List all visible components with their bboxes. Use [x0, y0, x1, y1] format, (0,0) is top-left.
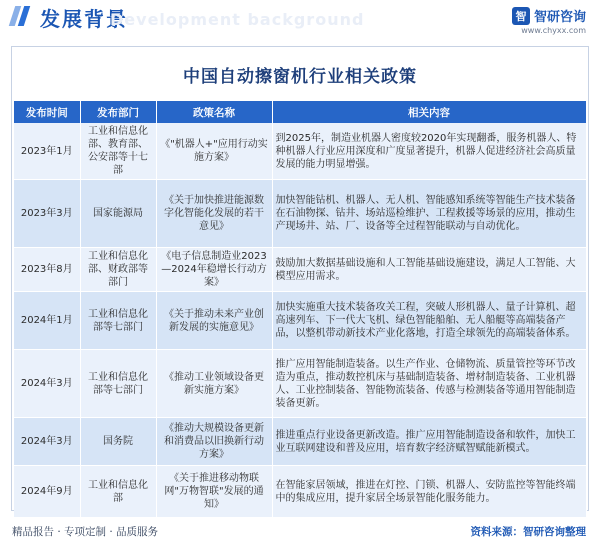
cell-time: 2024年3月 — [14, 350, 80, 418]
cell-policy-name: 《推动大规模设备更新和消费品以旧换新行动方案》 — [156, 418, 272, 466]
cell-policy-name: 《电子信息制造业2023—2024年稳增长行动方案》 — [156, 248, 272, 292]
table-row — [14, 292, 586, 350]
cell-policy-name: 《关于推动未来产业创新发展的实施意见》 — [156, 292, 272, 350]
cell-dept: 国务院 — [80, 418, 156, 466]
table-row — [14, 123, 586, 180]
cell-policy-name: 《推动工业领域设备更新实施方案》 — [156, 350, 272, 418]
column-header-dept: 发布部门 — [80, 101, 156, 123]
cell-time: 2023年1月 — [14, 123, 80, 180]
footer-tagline: 精品报告 · 专项定制 · 品质服务 — [12, 526, 159, 538]
brand-logo-icon: 智 — [512, 7, 530, 25]
policy-table-panel — [11, 46, 589, 511]
section-marker-icon — [12, 6, 30, 26]
cell-time: 2023年8月 — [14, 248, 80, 292]
table-header-row — [14, 101, 586, 123]
table-row — [14, 418, 586, 466]
data-source-note: 资料来源：智研咨询整理 — [470, 526, 586, 538]
section-title: 发展背景 — [40, 7, 128, 31]
cell-dept: 工业和信息化部 — [80, 466, 156, 518]
cell-content: 鼓励加大数据基础设施和人工智能基础设施建设，满足人工智能、大模型应用需求。 — [272, 248, 586, 292]
cell-dept: 国家能源局 — [80, 180, 156, 248]
table-row — [14, 350, 586, 418]
page-header — [0, 0, 600, 38]
cell-policy-name: 《关于推进移动物联网"万物智联"发展的通知》 — [156, 466, 272, 518]
brand-name: 智研咨询 — [533, 10, 586, 25]
cell-dept: 工业和信息化部等七部门 — [80, 350, 156, 418]
cell-content: 到2025年，制造业机器人密度较2020年实现翻番，服务机器人、特种机器人行业应用深度和广度显著提升，机器人促进经济社会高质量发展的能力明显增强。 — [272, 123, 586, 180]
column-header-name: 政策名称 — [156, 101, 272, 123]
cell-dept: 工业和信息化部等七部门 — [80, 292, 156, 350]
table-row — [14, 180, 586, 248]
column-header-content: 相关内容 — [272, 101, 586, 123]
cell-content: 在智能家居领域，推进在灯控、门锁、机器人、安防监控等智能终端中的集成应用，提升家居全场景智能化服务能力。 — [272, 466, 586, 518]
cell-policy-name: 《"机器人+"应用行动实施方案》 — [156, 123, 272, 180]
cell-content: 推进重点行业设备更新改造。推广应用智能制造设备和软件，加快工业互联网建设和普及应用，培育数字经济赋智赋能新模式。 — [272, 418, 586, 466]
section-watermark: Development background — [110, 10, 365, 29]
brand-url: www.chyxx.com — [521, 26, 586, 35]
cell-content: 加快实施重大技术装备攻关工程，突破人形机器人、量子计算机、超高速列车、下一代大飞机、绿色智能船舶、无人船艇等高端装备产品，以整机带动新技术产业化落地，打造全球领先的高端装备体系。 — [272, 292, 586, 350]
table-row — [14, 466, 586, 518]
brand-logo — [512, 6, 586, 25]
cell-time: 2024年3月 — [14, 418, 80, 466]
table-title: 中国自动擦窗机行业相关政策 — [183, 66, 417, 87]
cell-time: 2023年3月 — [14, 180, 80, 248]
cell-content: 推广应用智能制造装备。以生产作业、仓储物流、质量管控等环节改造为重点，推动数控机床与基础制造装备、增材制造装备、工业机器人、工业控制装备、智能物流装备、传感与检测装备等通用智能制造装备更新。 — [272, 350, 586, 418]
cell-content: 加快智能钻机、机器人、无人机、智能感知系统等智能生产技术装备在石油物探、钻井、场站巡检维护、工程救援等场景的应用，推动生产现场井、站、厂、设备等全过程智能联动与自动优化。 — [272, 180, 586, 248]
cell-policy-name: 《关于加快推进能源数字化智能化发展的若干意见》 — [156, 180, 272, 248]
policy-table — [14, 101, 587, 518]
cell-dept: 工业和信息化部、教育部、公安部等十七部 — [80, 123, 156, 180]
page-footer — [0, 518, 600, 544]
cell-dept: 工业和信息化部、财政部等部门 — [80, 248, 156, 292]
cell-time: 2024年1月 — [14, 292, 80, 350]
column-header-time: 发布时间 — [14, 101, 80, 123]
cell-time: 2024年9月 — [14, 466, 80, 518]
table-row — [14, 248, 586, 292]
